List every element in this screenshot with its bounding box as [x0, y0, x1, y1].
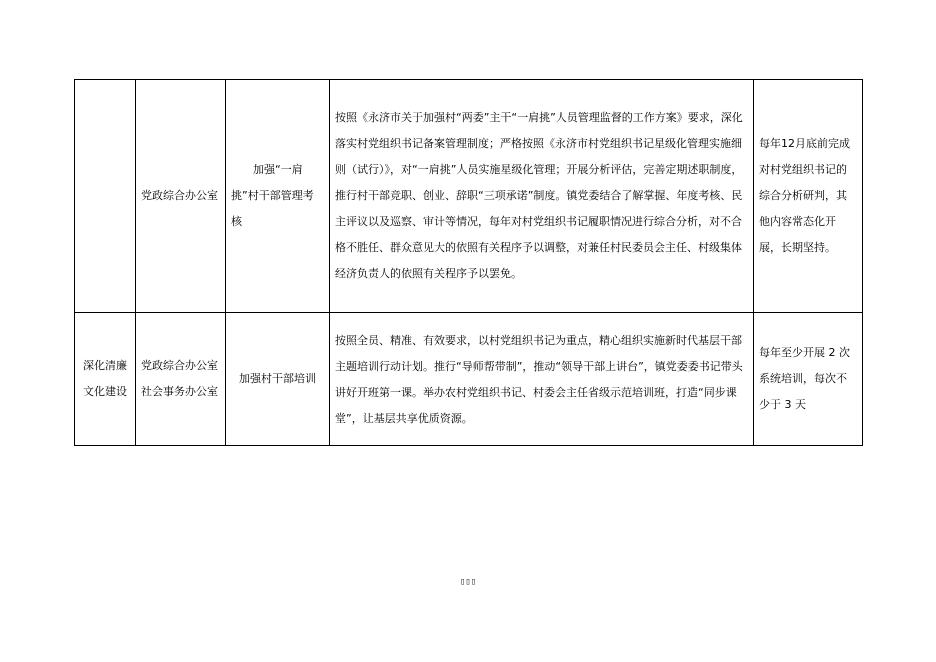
- timeline-cell: 每年12月底前完成对村党组织书记的综合分析研判，其他内容常态化开展，长期坚持。: [754, 80, 863, 313]
- task-text: 加强“一肩挑”村干部管理考核: [231, 163, 314, 228]
- task-text: 加强村干部培训: [239, 372, 316, 385]
- task-cell: [226, 80, 330, 313]
- department-cell: 党政综合办公室: [136, 80, 226, 313]
- department-cell: 党政综合办公室社会事务办公室: [136, 313, 226, 446]
- table-row: [75, 313, 863, 446]
- category-cell: 深化清廉文化建设: [75, 313, 136, 446]
- timeline-cell: 每年至少开展 2 次系统培训，每次不少于 3 天: [754, 313, 863, 446]
- table-row: [75, 80, 863, 313]
- content-cell: 按照《永济市关于加强村“两委”主干“一肩挑”人员管理监督的工作方案》要求，深化落实村党组织书记备案管理制度；严格按照《永济市村党组织书记星级化管理实施细则（试行）》，对“一肩挑”人员实施星级化管理；开展分析评估，完善定期述职制度，推行村干部竞职、创业、辞职“三项承诺”制度。镇党委结合了解掌握、年度考核、民主评议以及巡察、审计等情况，每年对村党组织书记履职情况进行综合分析，对不合格不胜任、群众意见大的依照有关程序予以调整，对兼任村民委员会主任、村级集体经济负责人的依照有关程序予以罢免。: [330, 80, 754, 313]
- category-cell: [75, 80, 136, 313]
- work-plan-table: [74, 79, 863, 446]
- page-footer: ▯▯▯: [459, 577, 477, 587]
- task-cell: [226, 313, 330, 446]
- content-cell: 按照全员、精准、有效要求，以村党组织书记为重点，精心组织实施新时代基层干部主题培训行动计划。推行“导师帮带制”，推动“领导干部上讲台”，镇党委委书记带头讲好开班第一课。举办农村党组织书记、村委会主任省级示范培训班，打造“同步课堂”，让基层共享优质资源。: [330, 313, 754, 446]
